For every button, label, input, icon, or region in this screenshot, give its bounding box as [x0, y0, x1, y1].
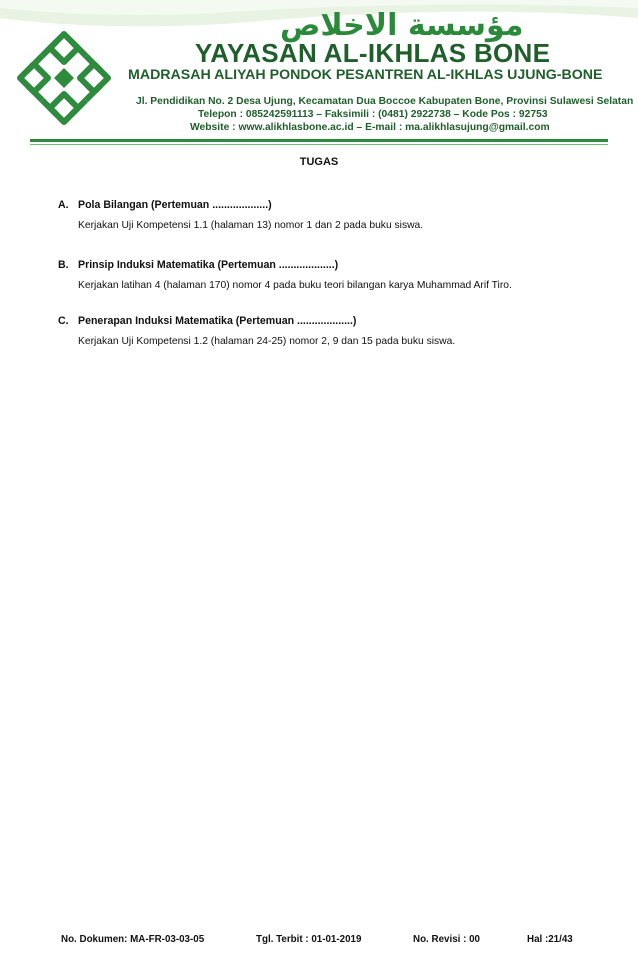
page-title: TUGAS — [299, 156, 339, 168]
school-name: MADRASAH ALIYAH PONDOK PESANTREN AL-IKHLAS UJUNG-BONE — [128, 67, 603, 83]
foundation-logo-icon — [14, 28, 114, 128]
task-item — [58, 199, 618, 231]
issue-date: Tgl. Terbit : 01-01-2019 — [256, 934, 362, 945]
task-description: Kerjakan Uji Kompetensi 1.1 (halaman 13) nomor 1 dan 2 pada buku siswa. — [78, 220, 424, 231]
task-heading: Penerapan Induksi Matematika (Pertemuan ...................) — [78, 315, 357, 327]
task-letter: A. — [58, 199, 69, 211]
contact-line: Telepon : 085242591113 – Faksimili : (0481) 2922738 – Kode Pos : 92753 — [198, 109, 548, 120]
task-description: Kerjakan Uji Kompetensi 1.2 (halaman 24-25) nomor 2, 9 dan 15 pada buku siswa. — [78, 336, 456, 347]
task-description: Kerjakan latihan 4 (halaman 170) nomor 4 pada buku teori bilangan karya Muhammad Arif Tiro. — [78, 280, 512, 291]
revision-number: No. Revisi : 00 — [413, 934, 480, 945]
website-line: Website : www.alikhlasbone.ac.id – E-mail : ma.alikhlasujung@gmail.com — [190, 122, 550, 133]
task-heading: Prinsip Induksi Matematika (Pertemuan ...................) — [78, 259, 339, 271]
foundation-name: YAYASAN AL-IKHLAS BONE — [195, 38, 551, 68]
document-number: No. Dokumen: MA-FR-03-03-05 — [61, 934, 205, 945]
page-number: Hal :21/43 — [527, 934, 573, 945]
header-rule-thin — [30, 144, 608, 145]
task-heading: Pola Bilangan (Pertemuan ...................) — [78, 199, 272, 211]
task-letter: C. — [58, 315, 69, 327]
task-item — [58, 259, 618, 291]
task-item — [58, 315, 618, 347]
arabic-foundation-name: مؤسسة الاخلاص — [280, 8, 524, 43]
task-letter: B. — [58, 259, 69, 271]
letterhead — [0, 0, 638, 150]
header-rule — [30, 139, 608, 142]
address-line: Jl. Pendidikan No. 2 Desa Ujung, Kecamatan Dua Boccoe Kabupaten Bone, Provinsi Sulawesi Selatan — [136, 96, 634, 107]
